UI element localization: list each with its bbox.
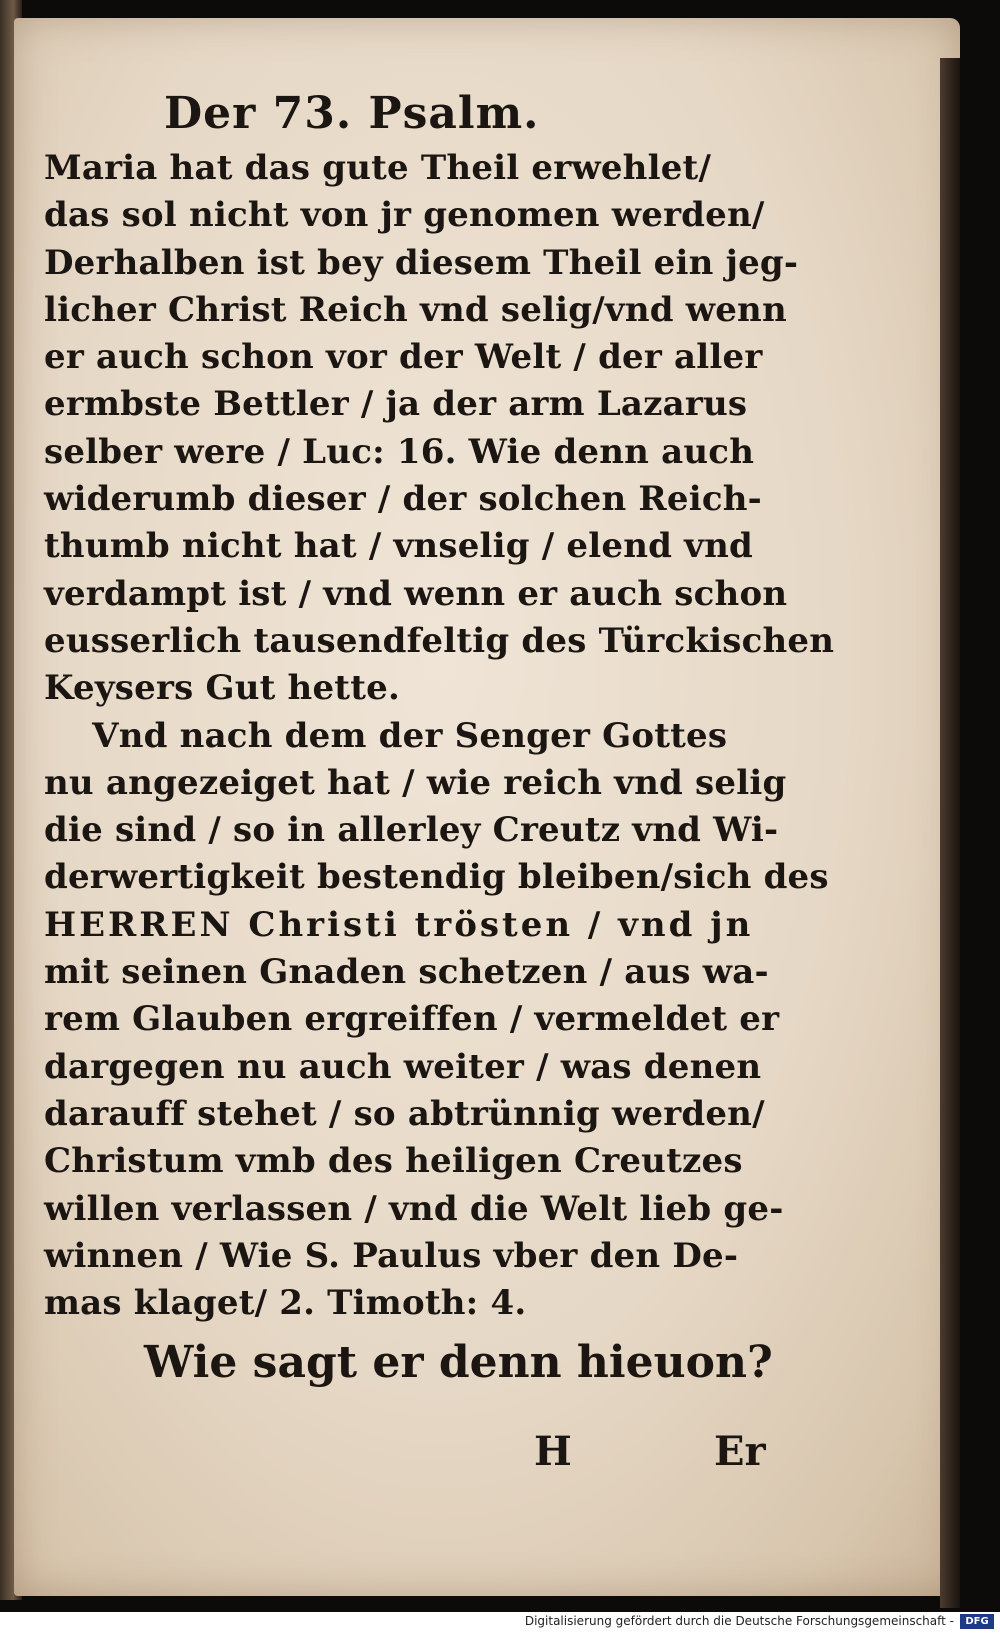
page-text bbox=[44, 88, 835, 1475]
text-line: die sind / so in allerley Creutz vnd Wi- bbox=[44, 810, 779, 851]
text-line: Keysers Gut hette. bbox=[44, 668, 400, 709]
text-line: eusserlich tausendfeltig des Türckischen bbox=[44, 620, 835, 661]
section-question: Wie sagt er denn hieuon? bbox=[144, 1337, 773, 1389]
text-line: derwertigkeit bestendig bleiben/sich des bbox=[44, 857, 829, 898]
credit-bar bbox=[0, 1612, 1000, 1633]
text-line: mit seinen Gnaden schetzen / aus wa- bbox=[44, 952, 769, 993]
credit-text: Digitalisierung gefördert durch die Deutsche Forschungsgemeinschaft - bbox=[524, 1614, 954, 1628]
signature-mark: H bbox=[534, 1428, 572, 1475]
catchword: Er bbox=[714, 1428, 766, 1475]
text-line: thumb nicht hat / vnselig / elend vnd bbox=[44, 526, 753, 567]
text-line: Vnd nach dem der Senger Gottes bbox=[44, 715, 728, 756]
text-line: licher Christ Reich vnd selig/vnd wenn bbox=[44, 289, 787, 330]
page-footer bbox=[44, 1428, 764, 1488]
text-line: dargegen nu auch weiter / was denen bbox=[44, 1046, 762, 1087]
text-line: willen verlassen / vnd die Welt lieb ge- bbox=[44, 1188, 784, 1229]
text-line: rem Glauben ergreiffen / vermeldet er bbox=[44, 999, 780, 1040]
book-page bbox=[14, 18, 960, 1596]
text-line: selber were / Luc: 16. Wie denn auch bbox=[44, 431, 755, 472]
text-line: mas klaget/ 2. Timoth: 4. bbox=[44, 1283, 527, 1324]
text-line: er auch schon vor der Welt / der aller bbox=[44, 337, 763, 378]
dfg-logo: DFG bbox=[960, 1614, 994, 1629]
text-line: das sol nicht von jr genomen werden/ bbox=[44, 195, 765, 236]
text-line: Maria hat das gute Theil erwehlet/ bbox=[44, 148, 712, 188]
text-line: verdampt ist / vnd wenn er auch schon bbox=[44, 573, 788, 614]
text-line: Derhalben ist bey diesem Theil ein jeg- bbox=[44, 242, 799, 283]
text-line: darauff stehet / so abtrünnig werden/ bbox=[44, 1093, 765, 1134]
text-line: HERREN Christi trösten / vnd jn bbox=[44, 904, 754, 945]
running-head: Der 73. Psalm. bbox=[164, 88, 540, 139]
text-line: nu angezeiget hat / wie reich vnd selig bbox=[44, 762, 787, 803]
text-line: winnen / Wie S. Paulus vber den De- bbox=[44, 1235, 739, 1276]
page-edge-right bbox=[940, 58, 960, 1608]
text-line: widerumb dieser / der solchen Reich- bbox=[44, 479, 762, 520]
text-line: ermbste Bettler / ja der arm Lazarus bbox=[44, 384, 748, 425]
text-line: Christum vmb des heiligen Creutzes bbox=[44, 1141, 743, 1182]
body-lines bbox=[44, 145, 835, 1327]
